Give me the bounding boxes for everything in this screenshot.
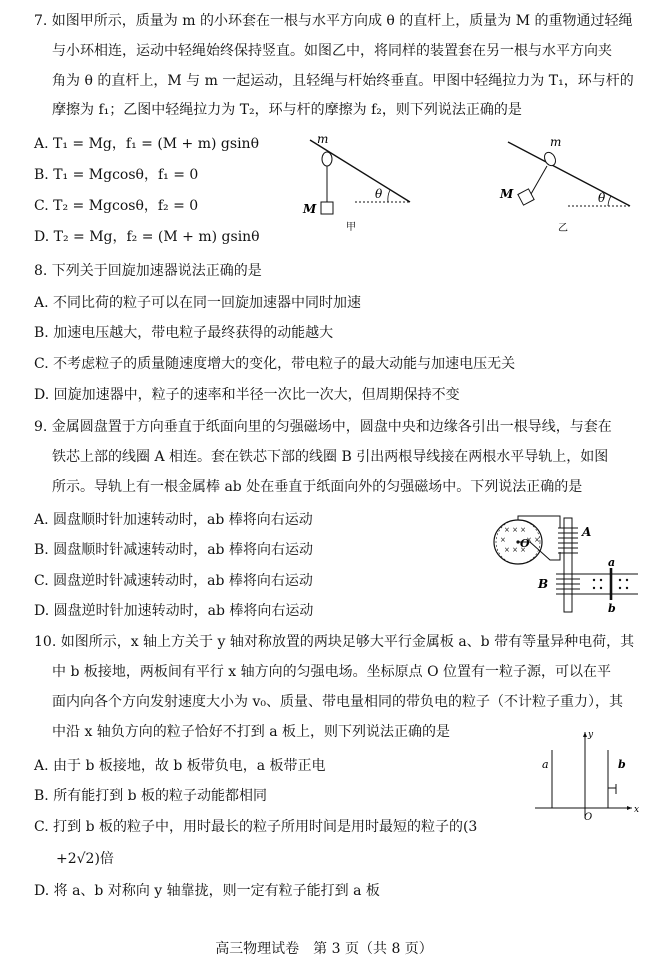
q7-fig2-m-label: m — [550, 135, 562, 149]
q9-fig-a-label: a — [608, 556, 616, 569]
q7-fig1-theta-label: θ — [375, 187, 383, 201]
q7-option-c: C. T₂ = Mgcosθ，f₂ = 0 — [34, 198, 199, 214]
q9-figure — [490, 512, 640, 617]
q7-fig2-caption: 乙 — [558, 223, 568, 234]
svg-text:× × ×: × × × — [504, 546, 527, 554]
q8-option-d: D. 回旋加速器中，粒子的速率和半径一次比一次大，但周期保持不变 — [34, 387, 460, 403]
q10-fig-O-label: O — [584, 812, 593, 823]
q7-figure-jia — [300, 132, 420, 232]
q9-option-d: D. 圆盘逆时针加速转动时，ab 棒将向右运动 — [34, 603, 314, 619]
q8-option-a: A. 不同比荷的粒子可以在同一回旋加速器中同时加速 — [34, 295, 362, 311]
q10-fig-a-label: a — [542, 758, 549, 771]
q10-option-c: C. 打到 b 板的粒子中，用时最长的粒子所用时间是用时最短的粒子的(3 — [34, 819, 478, 835]
q9-fig-B-label: B — [538, 577, 549, 591]
q7-stem-line: 7. 如图甲所示，质量为 m 的小环套在一根与水平方向成 θ 的直杆上，质量为 M 的重物通过轻绳 — [34, 13, 633, 29]
q10-option-d: D. 将 a、b 对称向 y 轴靠拢，则一定有粒子能打到 a 板 — [34, 883, 380, 899]
q9-fig-O-label: O — [520, 537, 530, 550]
q10-stem-line: 面内向各个方向发射速度大小为 v₀、质量、带电量相同的带负电的粒子（不计粒子重力），其 — [52, 694, 623, 710]
svg-text:× ×: × × — [526, 536, 540, 544]
q10-option-b: B. 所有能打到 b 板的粒子动能都相同 — [34, 788, 268, 804]
q9-fig-A-label: A — [582, 525, 592, 539]
q10-stem-line: 中 b 板接地，两板间有平行 x 轴方向的匀强电场。坐标原点 O 位置有一粒子源，可以在平 — [52, 664, 612, 680]
q10-option-a: A. 由于 b 板接地，故 b 板带负电，a 板带正电 — [34, 758, 326, 774]
q7-stem-line: 与小环相连，运动中轻绳始终保持竖直。如图乙中，将同样的装置套在另一根与水平方向夹 — [52, 43, 612, 59]
q7-fig1-m-label: m — [317, 132, 329, 146]
q7-figure-yi — [498, 136, 638, 236]
q9-stem-line: 铁芯上部的线圈 A 相连。套在铁芯下部的线圈 B 引出两根导线接在两根水平导轨上，如图 — [52, 449, 609, 465]
q9-option-c: C. 圆盘逆时针减速转动时，ab 棒将向右运动 — [34, 573, 313, 589]
svg-text:× × ×: × × × — [504, 526, 527, 534]
q10-figure — [530, 728, 640, 823]
q9-option-b: B. 圆盘顺时针减速转动时，ab 棒将向右运动 — [34, 542, 313, 558]
q9-stem-line: 9. 金属圆盘置于方向垂直于纸面向里的匀强磁场中，圆盘中央和边缘各引出一根导线，与套在 — [34, 419, 612, 435]
q7-fig2-theta-label: θ — [598, 191, 606, 205]
q8-option-b: B. 加速电压越大，带电粒子最终获得的动能越大 — [34, 325, 334, 341]
q7-option-d: D. T₂ = Mg，f₂ = (M + m) gsinθ — [34, 229, 260, 245]
q7-fig1-M-label: M — [303, 202, 317, 216]
q7-option-b: B. T₁ = Mgcosθ，f₁ = 0 — [34, 167, 199, 183]
q10-stem-line: 中沿 x 轴负方向的粒子恰好不打到 a 板上，则下列说法正确的是 — [52, 724, 451, 740]
q10-stem-line: 10. 如图所示，x 轴上方关于 y 轴对称放置的两块足够大平行金属板 a、b 带有等量异种电荷，其 — [34, 634, 635, 650]
q9-option-a: A. 圆盘顺时针加速转动时，ab 棒将向右运动 — [34, 512, 313, 528]
q9-fig-b-label: b — [608, 602, 616, 615]
q7-fig1-caption: 甲 — [346, 222, 356, 233]
q7-option-a: A. T₁ = Mg，f₁ = (M + m) gsinθ — [34, 136, 259, 152]
page-footer: 高三物理试卷 第 3 页（共 8 页） — [215, 941, 433, 957]
svg-text:×: × — [500, 536, 506, 544]
q10-fig-y-label: y — [588, 730, 594, 740]
q10-fig-b-label: b — [618, 758, 626, 771]
q7-fig2-M-label: M — [500, 187, 514, 201]
q9-stem-line: 所示。导轨上有一根金属棒 ab 处在垂直于纸面向外的匀强磁场中。下列说法正确的是 — [52, 479, 583, 495]
q8-stem-line: 8. 下列关于回旋加速器说法正确的是 — [34, 263, 262, 279]
q8-option-c: C. 不考虑粒子的质量随速度增大的变化，带电粒子的最大动能与加速电压无关 — [34, 356, 516, 372]
q7-stem-line: 摩擦为 f₁；乙图中轻绳拉力为 T₂，环与杆的摩擦为 f₂，则下列说法正确的是 — [52, 102, 522, 118]
q7-stem-line: 角为 θ 的直杆上，M 与 m 一起运动，且轻绳与杆始终垂直。甲图中轻绳拉力为 T₁，环与杆的 — [52, 73, 634, 89]
q10-fig-x-label: x — [634, 805, 640, 815]
q10-option-c-continued: +2√2)倍 — [56, 851, 114, 867]
